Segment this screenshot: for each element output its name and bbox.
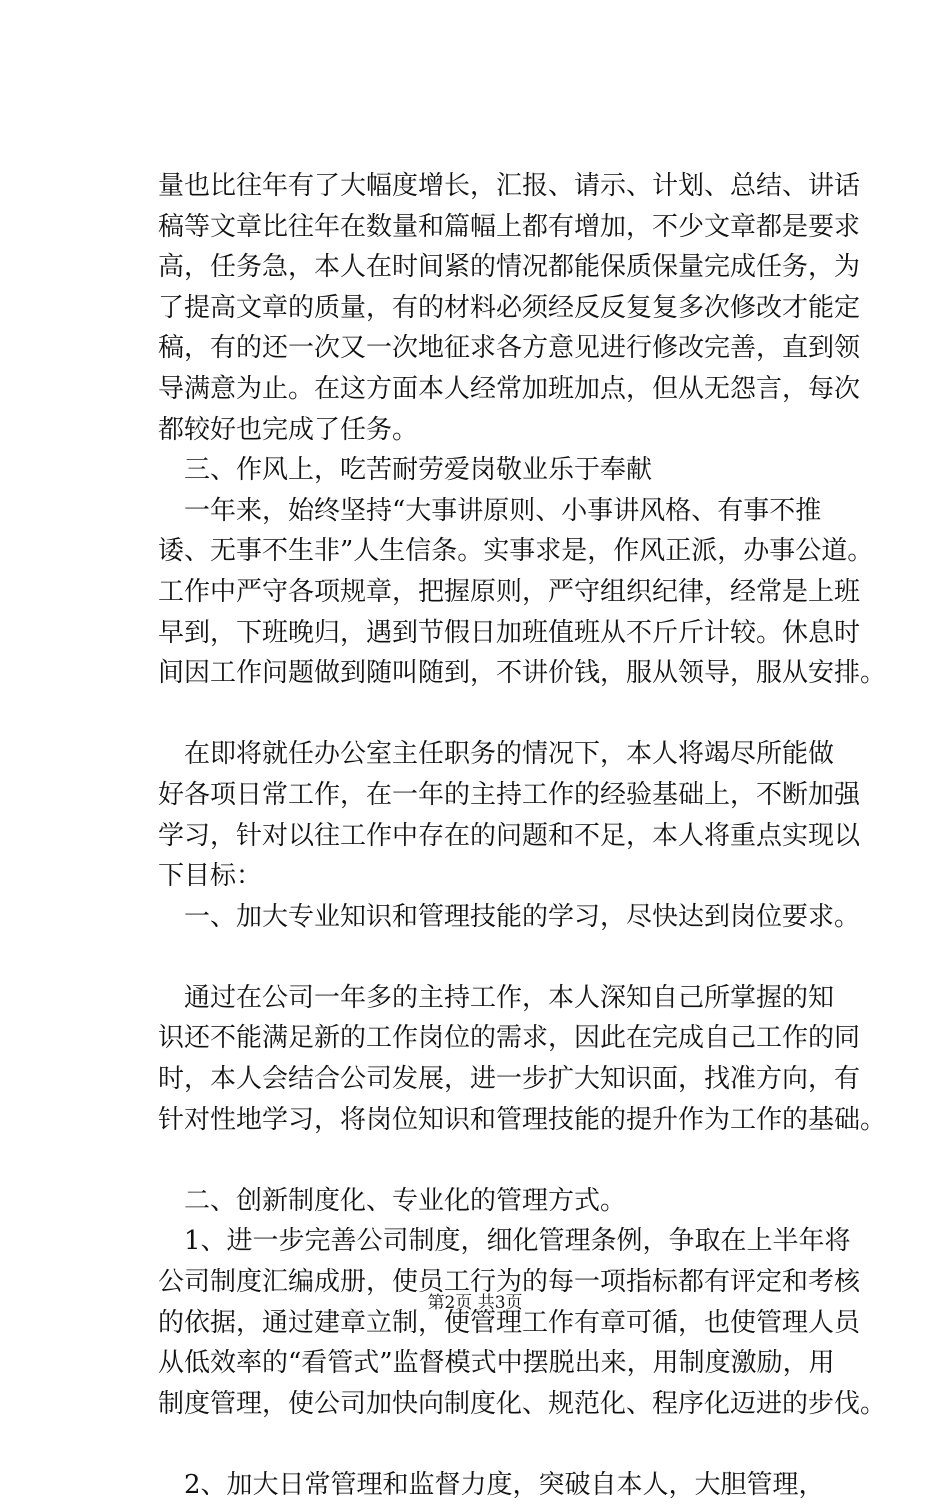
page-footer: 第2页 共3页 — [427, 1293, 523, 1313]
paragraph-gap — [158, 1424, 798, 1465]
text-line: 1、进一步完善公司制度，细化管理条例，争取在上半年将 — [184, 1226, 851, 1257]
paragraph — [158, 978, 887, 1140]
text-line: 二、创新制度化、专业化的管理方式。 — [184, 1185, 627, 1216]
text-line: 识还不能满足新的工作岗位的需求，因此在完成自己工作的同 — [158, 1023, 861, 1054]
text-line: 通过在公司一年多的主持工作，本人深知自己所掌握的知 — [184, 982, 835, 1013]
text-line: 量也比往年有了大幅度增长，汇报、请示、计划、总结、讲话 — [158, 171, 861, 201]
text-line: 诿、无事不生非”人生信条。实事求是，作风正派，办事公道。 — [158, 536, 874, 567]
paragraph-gap — [158, 694, 798, 735]
text-line: 针对性地学习，将岗位知识和管理技能的提升作为工作的基础。 — [158, 1104, 887, 1135]
text-line: 三、作风上，吃苦耐劳爱岗敬业乐于奉献 — [184, 455, 653, 486]
text-line: 制度管理，使公司加快向制度化、规范化、程序化迈进的步伐。 — [158, 1388, 887, 1419]
paragraph — [158, 450, 798, 491]
paragraph — [158, 1181, 798, 1222]
text-line: 时，本人会结合公司发展，进一步扩大知识面，找准方向，有 — [158, 1064, 861, 1095]
text-line: 2、加大日常管理和监督力度，突破自本人，大胆管理， — [184, 1470, 825, 1500]
paragraph — [158, 1465, 825, 1506]
paragraph — [158, 166, 861, 450]
text-line: 学习，针对以往工作中存在的问题和不足，本人将重点实现以 — [158, 820, 861, 851]
paragraph — [158, 897, 861, 938]
text-line: 稿等文章比往年在数量和篇幅上都有增加，不少文章都是要求 — [158, 211, 861, 242]
text-line: 的依据，通过建章立制，使管理工作有章可循，也使管理人员 — [158, 1307, 861, 1338]
text-line: 了提高文章的质量，有的材料必须经反反复复多次修改才能定 — [158, 292, 861, 323]
paragraph — [158, 1221, 887, 1424]
text-line: 从低效率的“看管式”监督模式中摆脱出来，用制度激励，用 — [158, 1348, 835, 1379]
text-line: 高，任务急，本人在时间紧的情况都能保质保量完成任务，为 — [158, 252, 861, 283]
text-line: 都较好也完成了任务。 — [158, 414, 419, 445]
text-line: 稿，有的还一次又一次地征求各方意见进行修改完善，直到领 — [158, 333, 861, 364]
text-line: 在即将就任办公室主任职务的情况下，本人将竭尽所能做 — [184, 739, 835, 770]
text-line: 早到，下班晚归，遇到节假日加班值班从不斤斤计较。休息时 — [158, 617, 861, 648]
text-line: 间因工作问题做到随叫随到，不讲价钱，服从领导，服从安排。 — [158, 658, 887, 689]
paragraph-gap — [158, 1140, 798, 1181]
text-line: 工作中严守各项规章，把握原则，严守组织纪律，经常是上班 — [158, 576, 861, 607]
text-line: 一年来，始终坚持“大事讲原则、小事讲风格、有事不推 — [184, 495, 822, 526]
text-line: 下目标： — [158, 861, 263, 892]
text-line: 导满意为止。在这方面本人经常加班加点，但从无怨言，每次 — [158, 373, 861, 404]
text-line: 一、加大专业知识和管理技能的学习，尽快达到岗位要求。 — [184, 901, 861, 932]
paragraph — [158, 491, 887, 694]
paragraph-gap — [158, 937, 798, 978]
paragraph — [158, 734, 861, 896]
text-line: 好各项日常工作，在一年的主持工作的经验基础上，不断加强 — [158, 779, 861, 810]
text-line: 公司制度汇编成册，使员工行为的每一项指标都有评定和考核 — [158, 1267, 861, 1298]
